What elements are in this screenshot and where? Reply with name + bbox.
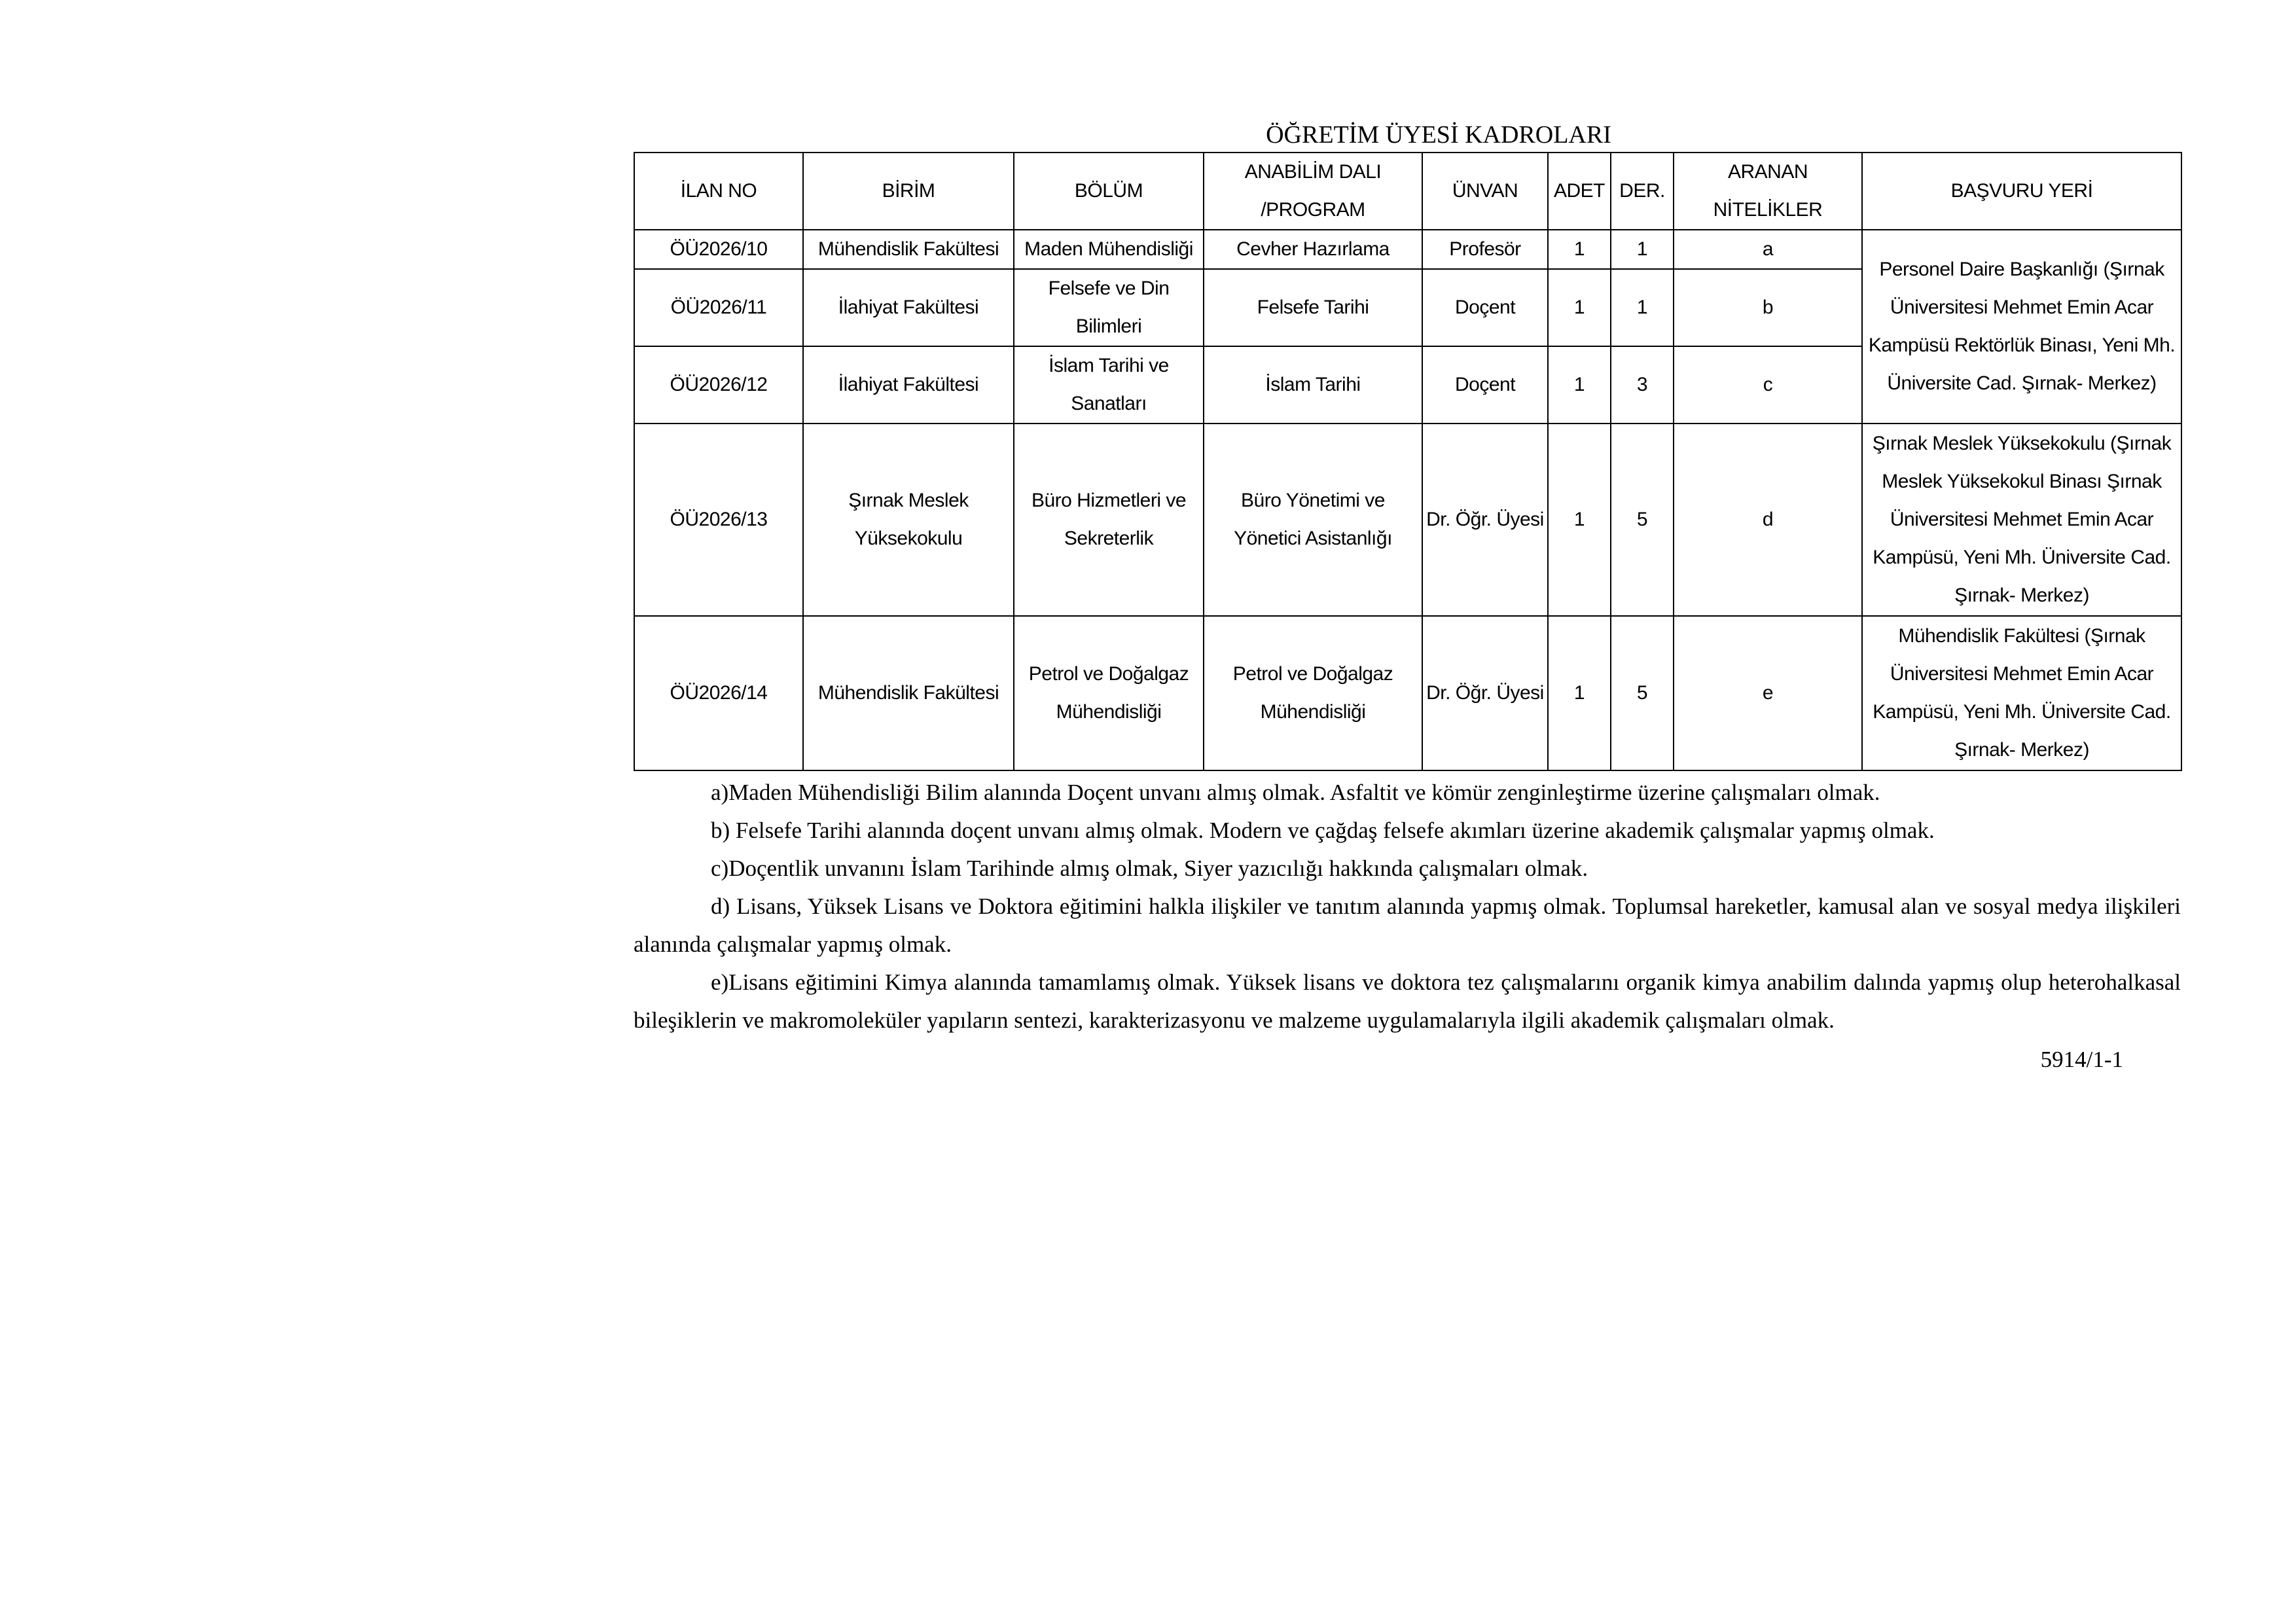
cell-adet: 1 <box>1548 616 1611 770</box>
cell-anabilim: Felsefe Tarihi <box>1204 269 1422 346</box>
document-number: 5914/1-1 <box>2040 1047 2123 1072</box>
cell-bolum: İslam Tarihi ve Sanatları <box>1014 346 1204 424</box>
table-header-row <box>634 153 2181 230</box>
note-c: c)Doçentlik unvanını İslam Tarihinde almış olmak, Siyer yazıcılığı hakkında çalışmaları olmak. <box>711 856 1588 881</box>
cell-anabilim: Petrol ve Doğalgaz Mühendisliği <box>1204 616 1422 770</box>
cell-ilan-no: ÖÜ2026/14 <box>634 616 803 770</box>
note-b: b) Felsefe Tarihi alanında doçent unvanı almış olmak. Modern ve çağdaş felsefe akımları üzerine akademik çalışmalar yapmış olmak. <box>711 818 1935 843</box>
cell-aranan: a <box>1674 230 1862 269</box>
cell-adet: 1 <box>1548 230 1611 269</box>
cell-unvan: Dr. Öğr. Üyesi <box>1422 424 1548 616</box>
table-row <box>634 424 2181 616</box>
header-adet: ADET <box>1548 153 1611 230</box>
cell-unvan: Doçent <box>1422 269 1548 346</box>
table-row <box>634 230 2181 269</box>
cell-adet: 1 <box>1548 269 1611 346</box>
cell-aranan: e <box>1674 616 1862 770</box>
cell-der: 5 <box>1611 424 1674 616</box>
cell-der: 1 <box>1611 230 1674 269</box>
announcement-page <box>634 118 2181 1080</box>
cell-anabilim: Büro Yönetimi ve Yönetici Asistanlığı <box>1204 424 1422 616</box>
note-d: d) Lisans, Yüksek Lisans ve Doktora eğitimini halkla ilişkiler ve tanıtım alanında yapmış olmak. Toplumsal hareketler, kamusal alan ve sosyal medya ilişkileri alanında çalışmalar yapmış olmak. <box>634 893 2181 957</box>
cell-ilan-no: ÖÜ2026/10 <box>634 230 803 269</box>
note-e: e)Lisans eğitimini Kimya alanında tamamlamış olmak. Yüksek lisans ve doktora tez çalışmalarını organik kimya anabilim dalında yapmış olup heterohalkasal bileşiklerin ve makromoleküler yapıların sentezi, karakterizasyonu ve malzeme uygulamalarıyla ilgili akademik çalışmaları olmak. <box>634 969 2181 1033</box>
header-der: DER. <box>1611 153 1674 230</box>
cell-birim: İlahiyat Fakültesi <box>803 346 1014 424</box>
header-unvan: ÜNVAN <box>1422 153 1548 230</box>
qualification-notes <box>634 774 2181 1039</box>
header-birim: BİRİM <box>803 153 1014 230</box>
cell-ilan-no: ÖÜ2026/13 <box>634 424 803 616</box>
cell-bolum: Maden Mühendisliği <box>1014 230 1204 269</box>
cell-unvan: Dr. Öğr. Üyesi <box>1422 616 1548 770</box>
cell-unvan: Doçent <box>1422 346 1548 424</box>
cell-anabilim: İslam Tarihi <box>1204 346 1422 424</box>
positions-table <box>634 152 2182 771</box>
cell-birim: Mühendislik Fakültesi <box>803 616 1014 770</box>
cell-birim: Mühendislik Fakültesi <box>803 230 1014 269</box>
page-title: ÖĞRETİM ÜYESİ KADROLARI <box>1266 121 1611 149</box>
cell-adet: 1 <box>1548 424 1611 616</box>
cell-bolum: Felsefe ve Din Bilimleri <box>1014 269 1204 346</box>
header-basvuru: BAŞVURU YERİ <box>1862 153 2181 230</box>
cell-anabilim: Cevher Hazırlama <box>1204 230 1422 269</box>
cell-bolum: Petrol ve Doğalgaz Mühendisliği <box>1014 616 1204 770</box>
cell-birim: İlahiyat Fakültesi <box>803 269 1014 346</box>
note-a: a)Maden Mühendisliği Bilim alanında Doçent unvanı almış olmak. Asfaltit ve kömür zenginleştirme üzerine çalışmaları olmak. <box>711 780 1880 805</box>
header-aranan: ARANAN NİTELİKLER <box>1674 153 1862 230</box>
header-ilan-no: İLAN NO <box>634 153 803 230</box>
table-row <box>634 616 2181 770</box>
cell-basvuru: Personel Daire Başkanlığı (Şırnak Üniversitesi Mehmet Emin Acar Kampüsü Rektörlük Binası, Yeni Mh. Üniversite Cad. Şırnak- Merkez) <box>1862 230 2181 424</box>
cell-unvan: Profesör <box>1422 230 1548 269</box>
cell-aranan: d <box>1674 424 1862 616</box>
cell-ilan-no: ÖÜ2026/12 <box>634 346 803 424</box>
cell-aranan: b <box>1674 269 1862 346</box>
cell-der: 3 <box>1611 346 1674 424</box>
cell-adet: 1 <box>1548 346 1611 424</box>
header-anabilim: ANABİLİM DALI /PROGRAM <box>1204 153 1422 230</box>
cell-birim: Şırnak Meslek Yüksekokulu <box>803 424 1014 616</box>
cell-bolum: Büro Hizmetleri ve Sekreterlik <box>1014 424 1204 616</box>
cell-ilan-no: ÖÜ2026/11 <box>634 269 803 346</box>
cell-basvuru: Mühendislik Fakültesi (Şırnak Üniversitesi Mehmet Emin Acar Kampüsü, Yeni Mh. Üniversite Cad. Şırnak- Merkez) <box>1862 616 2181 770</box>
cell-basvuru: Şırnak Meslek Yüksekokulu (Şırnak Meslek Yüksekokul Binası Şırnak Üniversitesi Mehmet Emin Acar Kampüsü, Yeni Mh. Üniversite Cad. Şırnak- Merkez) <box>1862 424 2181 616</box>
cell-der: 5 <box>1611 616 1674 770</box>
cell-der: 1 <box>1611 269 1674 346</box>
cell-aranan: c <box>1674 346 1862 424</box>
header-bolum: BÖLÜM <box>1014 153 1204 230</box>
